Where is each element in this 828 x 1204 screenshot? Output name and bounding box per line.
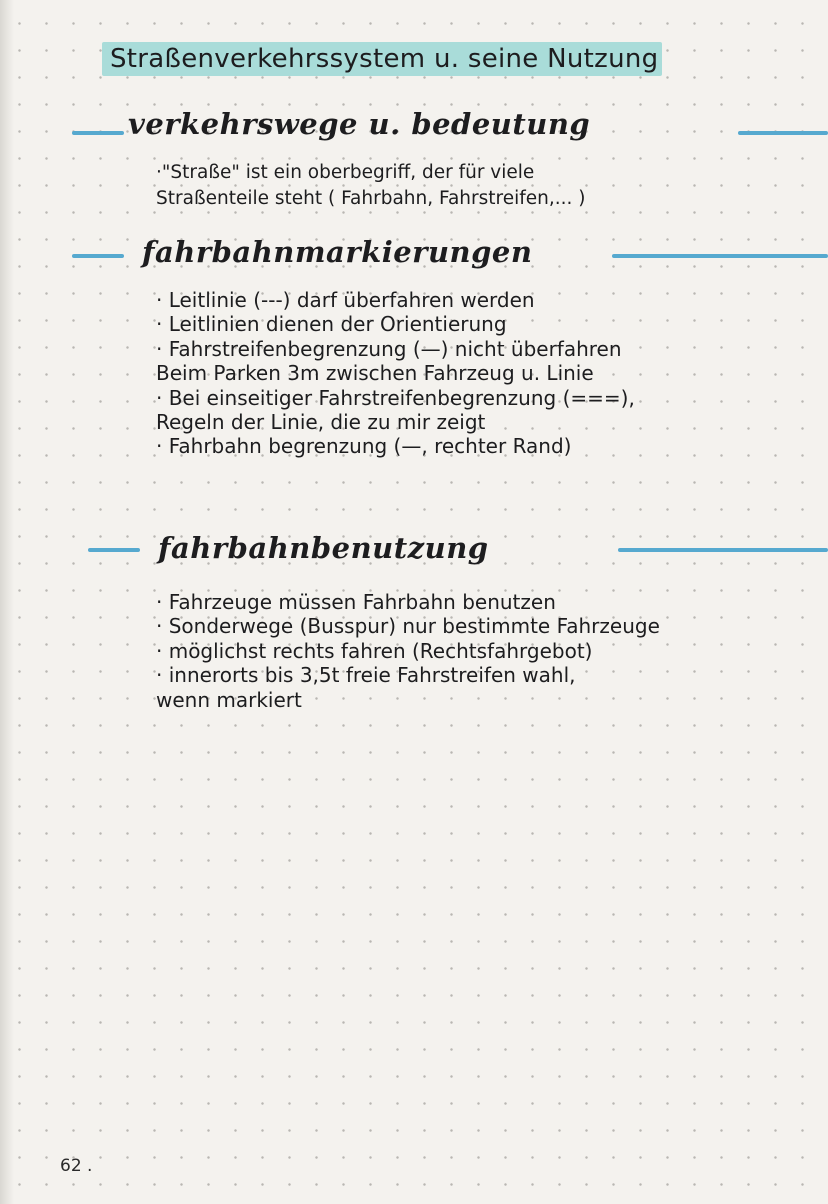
heading-underline-right xyxy=(738,131,828,135)
note-line: Regeln der Linie, die zu mir zeigt xyxy=(156,410,486,435)
section-heading-2 xyxy=(0,232,828,272)
heading-underline-right xyxy=(612,254,828,258)
note-line: · Sonderwege (Busspur) nur bestimmte Fahrzeuge xyxy=(156,614,660,639)
note-line: · Bei einseitiger Fahrstreifenbegrenzung (===), xyxy=(156,385,635,410)
note-line: · Leitlinien dienen der Orientierung xyxy=(156,312,507,337)
note-line: Straßenteile steht ( Fahrbahn, Fahrstreifen,... ) xyxy=(156,188,586,209)
note-line: ·"Straße" ist ein oberbegriff, der für viele xyxy=(156,162,535,183)
note-line: · möglichst rechts fahren (Rechtsfahrgebot) xyxy=(156,638,593,663)
note-line: · innerorts bis 3,5t freie Fahrstreifen wahl, xyxy=(156,663,576,688)
heading-underline-right xyxy=(618,548,828,552)
section-heading-3 xyxy=(0,528,828,568)
title-block xyxy=(96,36,764,82)
heading-verkehrswege: verkehrswege u. bedeutung xyxy=(128,107,591,141)
section-3-notes xyxy=(156,590,660,712)
heading-fahrbahnbenutzung: fahrbahnbenutzung xyxy=(158,531,489,565)
section-2-notes xyxy=(156,288,635,459)
note-line: · Fahrstreifenbegrenzung (—) nicht überfahren xyxy=(156,336,622,361)
heading-fahrbahnmarkierungen: fahrbahnmarkierungen xyxy=(142,235,533,269)
heading-underline-left xyxy=(72,254,124,258)
note-line: · Leitlinie (---) darf überfahren werden xyxy=(156,288,535,312)
section-1-notes xyxy=(156,160,585,212)
note-line: · Fahrzeuge müssen Fahrbahn benutzen xyxy=(156,590,556,614)
section-heading-1 xyxy=(0,104,828,144)
page-number: 62 . xyxy=(60,1156,93,1176)
page-binding-edge xyxy=(0,0,14,1204)
note-line: wenn markiert xyxy=(156,687,302,712)
note-line: · Fahrbahn begrenzung (—, rechter Rand) xyxy=(156,434,572,459)
heading-underline-left xyxy=(88,548,140,552)
page-title: Straßenverkehrssystem u. seine Nutzung xyxy=(110,44,659,74)
note-line: Beim Parken 3m zwischen Fahrzeug u. Linie xyxy=(156,361,594,386)
heading-underline-left xyxy=(72,131,124,135)
